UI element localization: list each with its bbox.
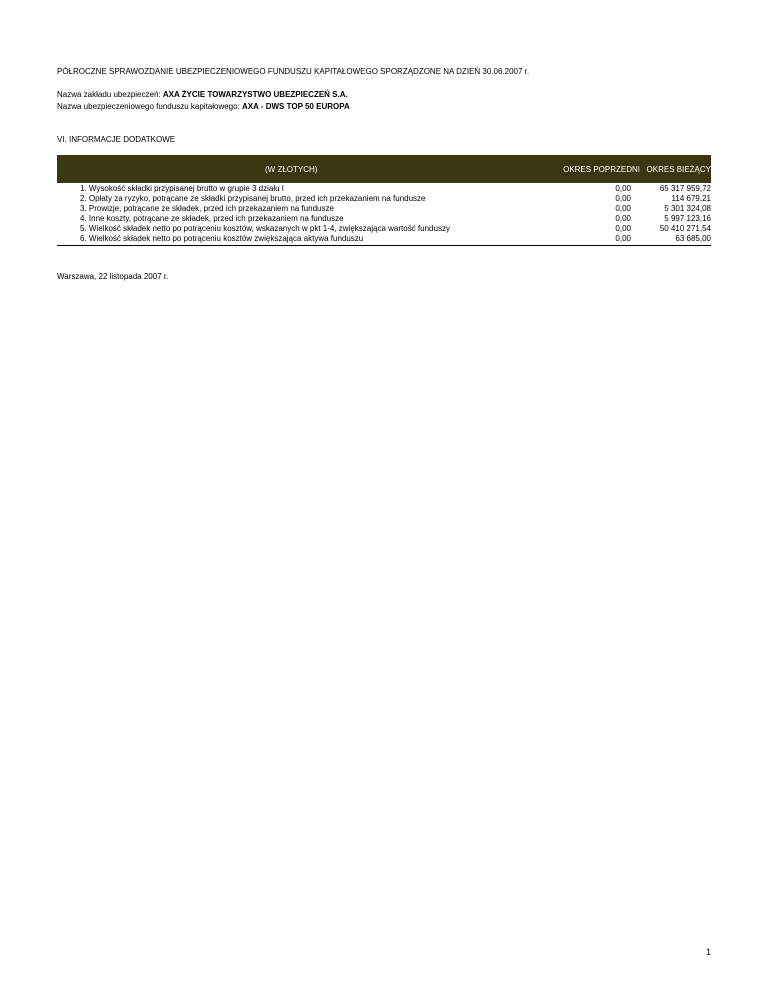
company-label: Nazwa zakładu ubezpieczeń: xyxy=(57,90,163,99)
row-current-value: 5 301 324,08 xyxy=(664,204,711,213)
fund-line xyxy=(57,102,350,112)
row-previous-value: 0,00 xyxy=(554,234,642,246)
column-header-current-period: OKRES BIEŻĄCY xyxy=(646,164,711,174)
column-header-previous-period: OKRES POPRZEDNI xyxy=(563,164,640,174)
row-label: 1. Wysokość składki przypisanej brutto w grupie 3 działu I xyxy=(80,184,285,193)
table-row xyxy=(57,204,711,214)
row-current-value: 63 685,00 xyxy=(642,234,711,246)
report-title: PÓŁROCZNE SPRAWOZDANIE UBEZPIECZENIOWEGO FUNDUSZU KAPITAŁOWEGO SPORZĄDZONE NA DZIEŃ 30.06.2007 r. xyxy=(57,67,530,76)
company-name: AXA ŻYCIE TOWARZYSTWO UBEZPIECZEŃ S.A. xyxy=(162,90,348,99)
table-row xyxy=(57,194,711,204)
table-row xyxy=(57,224,711,234)
table-body xyxy=(57,183,711,246)
company-line xyxy=(57,90,348,100)
table-header-row xyxy=(57,155,711,183)
row-previous-value: 0,00 xyxy=(615,224,631,233)
row-previous-value: 0,00 xyxy=(615,214,631,223)
fund-label: Nazwa ubezpieczeniowego funduszu kapitałowego: xyxy=(57,102,243,111)
row-label: 4. Inne koszty, potrącane ze składek, przed ich przekazaniem na fundusze xyxy=(80,214,344,223)
row-previous-value: 0,00 xyxy=(615,194,631,203)
row-current-value: 50 410 271,54 xyxy=(659,224,711,233)
page-number: 1 xyxy=(705,947,711,957)
place-and-date: Warszawa, 22 listopada 2007 r. xyxy=(57,272,169,281)
row-label: 6. Wielkość składek netto po potrąceniu kosztów zwiększająca aktywa funduszu xyxy=(57,234,554,246)
row-label: 5. Wielkość składek netto po potrąceniu kosztów, wskazanych w pkt 1-4, zwiększająca wartość funduszy xyxy=(80,224,450,233)
table-row xyxy=(57,214,711,224)
section-title: VI. INFORMACJE DODATKOWE xyxy=(57,135,176,144)
column-header-description: (W ZŁOTYCH) xyxy=(265,164,318,174)
row-current-value: 5 997 123,16 xyxy=(664,214,711,223)
table-row xyxy=(57,183,711,194)
row-previous-value: 0,00 xyxy=(615,204,631,213)
row-previous-value: 0,00 xyxy=(615,184,631,193)
table-header xyxy=(57,155,711,183)
fund-name: AXA - DWS TOP 50 EUROPA xyxy=(242,102,350,111)
row-label: 2. Opłaty za ryzyko, potrącane ze składki przypisanej brutto, przed ich przekazaniem na fundusze xyxy=(80,194,426,203)
row-current-value: 114 679,21 xyxy=(671,194,711,203)
row-current-value: 65 317 959,72 xyxy=(659,184,711,193)
additional-info-table xyxy=(57,155,711,246)
row-label: 3. Prowizje, potrącane ze składek, przed ich przekazaniem na fundusze xyxy=(80,204,334,213)
table-row xyxy=(57,234,711,246)
